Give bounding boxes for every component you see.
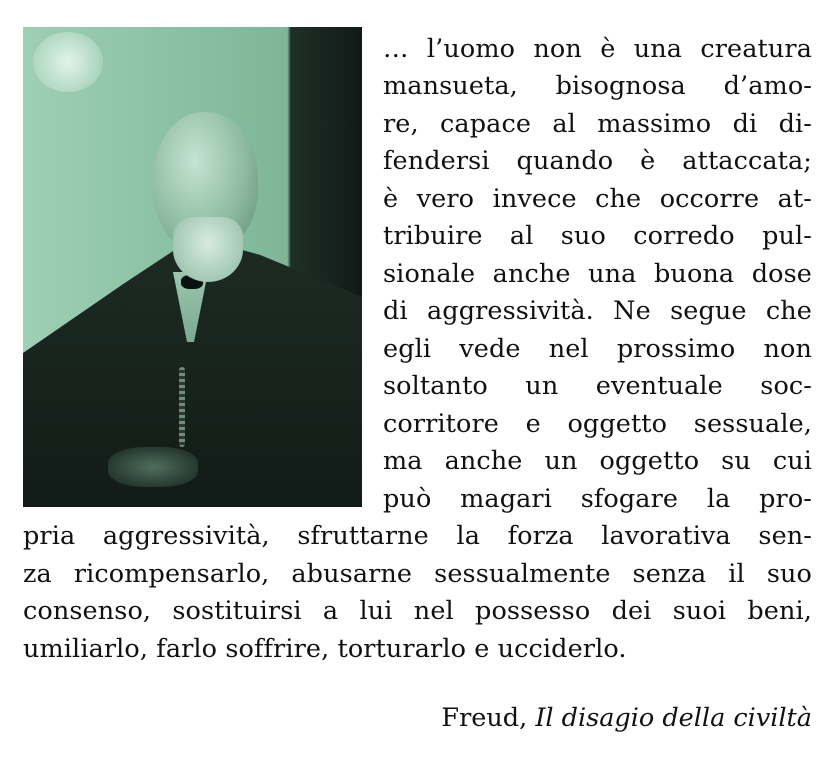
photo-beard — [173, 217, 243, 282]
quote-line: pria aggressività, sfruttarne la forza lavorativa sen- — [23, 521, 812, 551]
quote-line: mansueta, bisognosa d’amo- — [383, 71, 812, 101]
quote-line: re, capace al massimo di di- — [383, 109, 812, 139]
freud-portrait-photo — [23, 27, 362, 507]
quote-line: è vero invece che occorre at- — [383, 184, 812, 214]
photo-background-highlight — [33, 32, 103, 92]
quote-line: umiliarlo, farlo soffrire, torturarlo e ucciderlo. — [23, 634, 627, 664]
quote-line: fendersi quando è attaccata; — [383, 146, 812, 176]
attribution-author: Freud, — [441, 703, 536, 733]
quote-line: sionale anche una buona dose — [383, 259, 812, 289]
photo-watch-chain — [179, 367, 185, 447]
quote-line: tribuire al suo corredo pul- — [383, 221, 812, 251]
photo-hand — [108, 447, 198, 487]
quote-line: za ricompensarlo, abusarne sessualmente senza il suo — [23, 559, 812, 589]
quote-line: consenso, sostituirsi a lui nel possesso dei suoi beni, — [23, 596, 812, 626]
attribution-work-title: Il disagio della civiltà — [535, 703, 812, 733]
attribution — [441, 700, 812, 737]
quote-line: di aggressività. Ne segue che — [383, 296, 812, 326]
quote-line: egli vede nel prossimo non — [383, 334, 812, 364]
quote-line: ma anche un oggetto su cui — [383, 446, 812, 476]
quote-line: corritore e oggetto sessuale, — [383, 409, 812, 439]
quote-line: … l’uomo non è una creatura — [383, 34, 812, 64]
quote-line: può magari sfogare la pro- — [383, 484, 812, 514]
quote-line: soltanto un eventuale soc- — [383, 371, 812, 401]
